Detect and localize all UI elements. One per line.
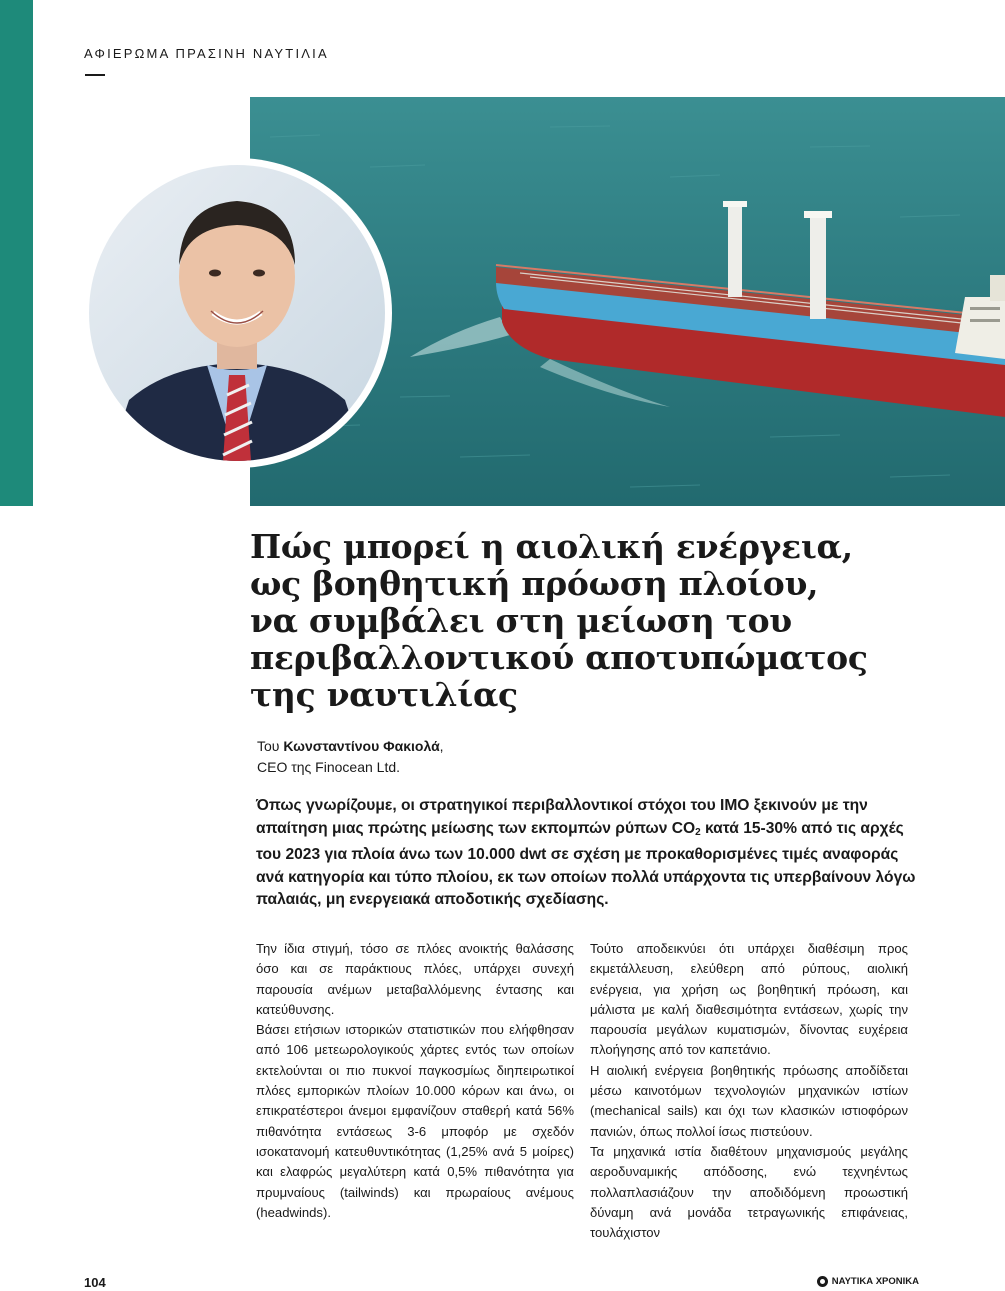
author-portrait	[89, 165, 385, 461]
body-paragraph: Τα μηχανικά ιστία διαθέτουν μηχανισμούς μεγάλης αεροδυναμικής απόδοσης, ενώ τεχνηέντως πολλαπλασιάζουν την αποδιδόμενη προωστική δύναμη ανά μονάδα τετραγωνικής επιφάνειας, τουλάχιστον	[590, 1143, 908, 1241]
body-paragraph: Η αιολική ενέργεια βοηθητικής πρόωσης αποδίδεται μέσω καινοτόμων τεχνολογιών μηχανικών ιστίων (mechanical sails) και όχι των κλασικών ιστιοφόρων πανιών, όπως πολλοί ίσως πιστεύουν.	[590, 1062, 908, 1139]
author-name: Κωνσταντίνου Φακιολά	[283, 738, 440, 754]
lead-paragraph	[256, 795, 916, 912]
magazine-footer	[817, 1276, 919, 1287]
author-role: CEO της Finocean Ltd.	[257, 759, 401, 775]
title-line: ως βοηθητική πρόωση πλοίου,	[250, 564, 819, 603]
magazine-name: ΝΑΥΤΙΚΑ ΧΡΟΝΙΚΑ	[831, 1276, 919, 1287]
article-title	[250, 528, 950, 713]
byline-suffix: ,	[439, 738, 444, 754]
header-divider	[85, 74, 105, 76]
byline-prefix: Του	[257, 738, 280, 754]
body-column-right	[590, 939, 908, 1243]
title-line: Πώς μπορεί η αιολική ενέργεια,	[250, 527, 853, 566]
title-line: της ναυτιλίας	[250, 675, 518, 714]
magazine-logo-icon	[817, 1276, 828, 1287]
body-paragraph: Βάσει ετήσιων ιστορικών στατιστικών που ελήφθησαν από 106 μετεωρολογικούς χάρτες εντός των οποίων εκτελούνται οι πιο πυκνοί παγκοσμίως διηπειρωτικοί πλόες εμπορικών πλοίων 10.000 κόρων και άνω, οι επικρατέστεροι άνεμοι εμφανίζουν σταθερή κατά 56% πιθανότητα εντάσεως 3-6 μποφόρ με σχεδόν ισοκατανομή κατευθυντικότητας (1,25% ανά 5 μοίρες) και ελαφρώς μεγαλύτερη κατά 0,5% πιθανότητα για πρυμναίους (tailwinds) και πρωραίους ανέμους (headwinds).	[256, 1022, 574, 1220]
page-number: 104	[84, 1275, 106, 1290]
accent-sidebar-bar	[0, 0, 33, 506]
body-paragraph: Τούτο αποδεικνύει ότι υπάρχει διαθέσιμη προς εκμετάλλευση, ελεύθερη από ρύπους, αιολική ενέργεια, για χρήση ως βοηθητική πρόωση, και μάλιστα με καλή διαθεσιμότητα εντάσεων, χωρίς την παρουσία μεγάλων κυματισμών, δίνοντας ευχέρεια πλοήγησης από τον καπετάνιο.	[590, 941, 908, 1058]
title-line: να συμβάλει στη μείωση του	[250, 601, 792, 640]
body-column-left	[256, 939, 574, 1223]
body-paragraph: Την ίδια στιγμή, τόσο σε πλόες ανοικτής θαλάσσης όσο και σε παράκτιους πλόες, υπάρχει συνεχή παρουσία ανέμων μεταβαλλόμενης έντασης και κατεύθυνσης.	[256, 941, 574, 1017]
lead-text-part: κατά 15-30% από τις αρχές του 2023 για πλοία άνω των 10.000 dwt σε σχέση με προκαθορισμένες τιμές αναφοράς ανά κατηγορία και τύπο πλοίου, εκ των οποίων πολλά υπάρχοντα τις υπερβαίνουν λόγω παλαιάς, μη ενεργειακά αποδοτικής σχεδίασης.	[256, 819, 916, 908]
lead-text-part: Όπως γνωρίζουμε, οι στρατηγικοί περιβαλλοντικοί στόχοι του IMO ξεκινούν με την απαίτηση μιας πρώτης μείωσης των εκπομπών ρύπων CO	[256, 797, 868, 837]
title-line: περιβαλλοντικού αποτυπώματος	[250, 638, 868, 677]
co2-subscript: 2	[695, 826, 701, 838]
byline	[257, 736, 444, 778]
section-header: ΑΦΙΕΡΩΜΑ ΠΡΑΣΙΝΗ ΝΑΥΤΙΛΙΑ	[84, 46, 329, 61]
